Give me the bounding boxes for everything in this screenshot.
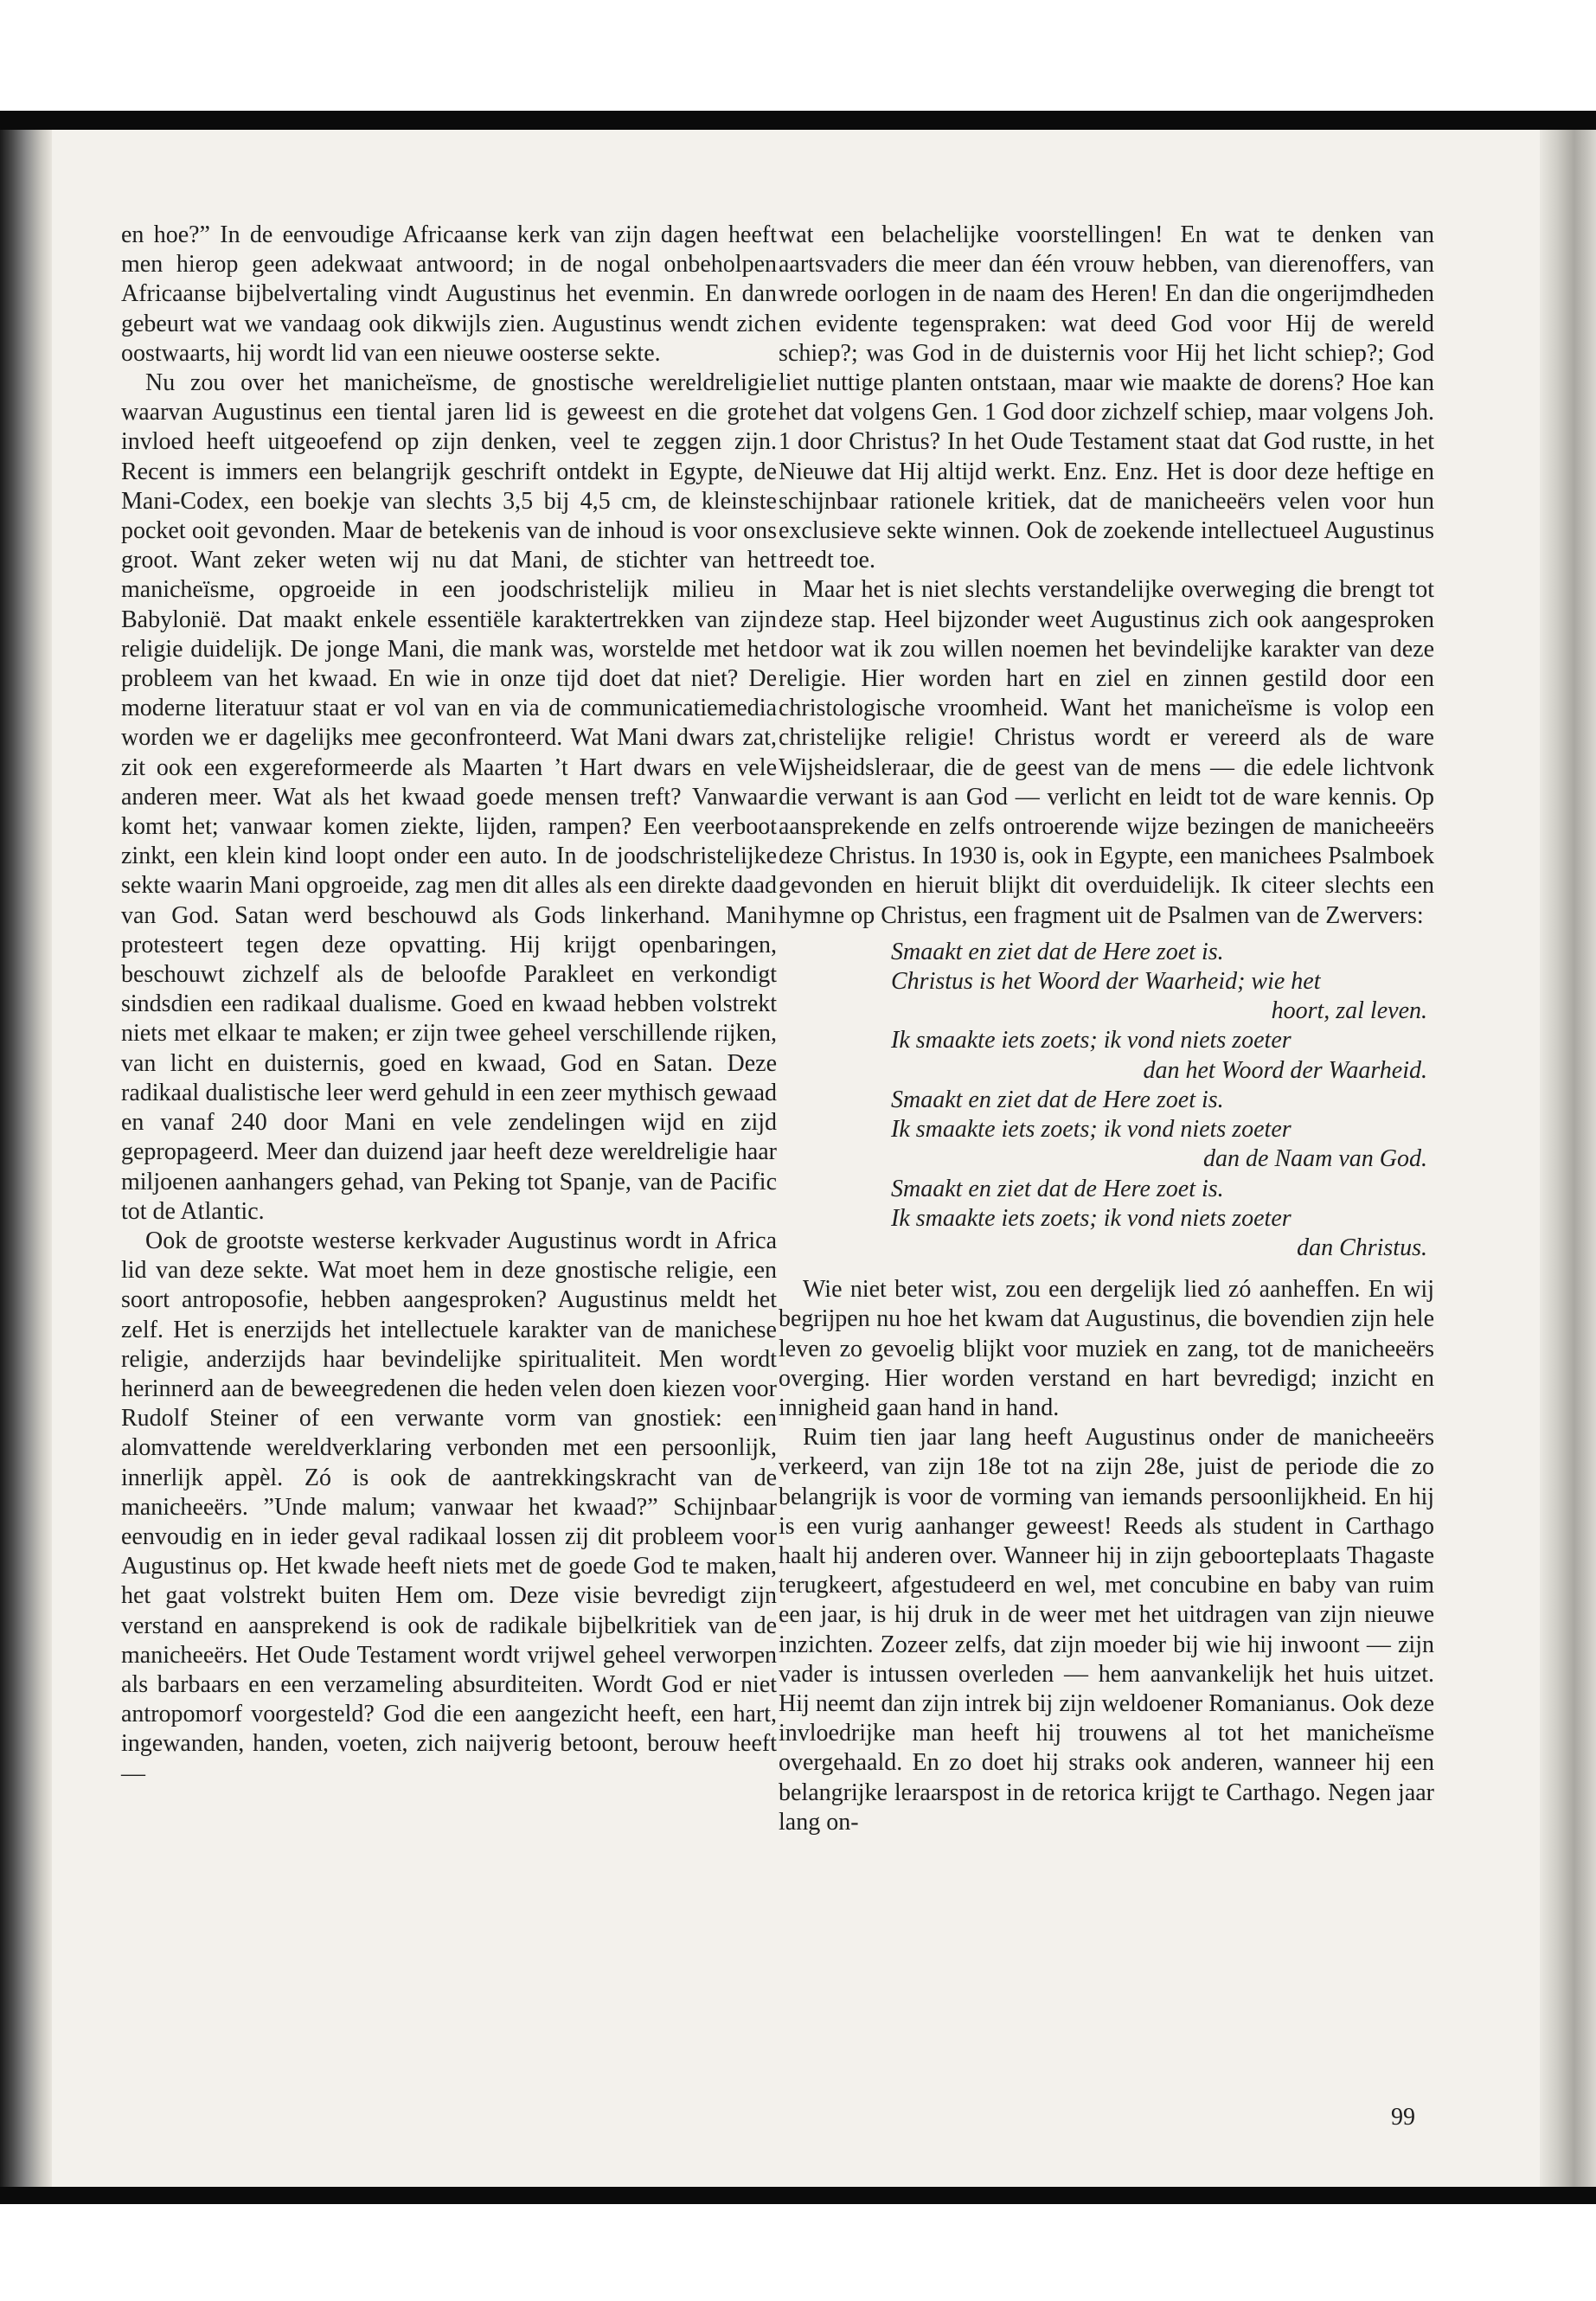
paragraph: Maar het is niet slechts verstandelijke overweging die brengt tot deze stap. Heel bijzonder weet Augustinus zich ook aangesproken door wat ik zou willen noemen het bevindelijke karakter van deze religie. Hier worden hart en ziel en zinnen gestild door een christologische vroomheid. Want het manicheïsme is volop een christelijke religie! Christus wordt er vereerd als de ware Wijsheidsleraar, die de geest van de mens — die edele lichtvonk die verwant is aan God — verlicht en leidt tot de ware kennis. Op aansprekende en zelfs ontroerende wijze bezingen de manicheeërs deze Christus. In 1930 is, ook in Egypte, een manichees Psalmboek gevonden en hieruit blijkt dit overduidelijk. Ik citeer slechts een hymne op Christus, een fragment uit de Psalmen van de Zwervers: <box>779 576 1434 929</box>
left-column <box>121 221 777 1789</box>
poem-line: Smaakt en ziet dat de Here zoet is. <box>891 1175 1224 1202</box>
poem-line: Ik smaakte iets zoets; ik vond niets zoeter <box>891 1116 1292 1144</box>
poem-line: Christus is het Woord der Waarheid; wie het <box>891 968 1321 996</box>
paragraph: en hoe?” In de eenvoudige Africaanse kerk van zijn dagen heeft men hierop geen adekwaat antwoord; in de nogal onbeholpen Africaanse bijbelvertaling vindt Augustinus het evenmin. En dan gebeurt wat we vandaag ook dikwijls zien. Augustinus wendt zich oostwaarts, hij wordt lid van een nieuwe oosterse sekte. <box>121 221 777 367</box>
poem-line: Smaakt en ziet dat de Here zoet is. <box>891 938 1224 965</box>
scan-margin-top <box>0 0 1596 112</box>
book-spine-shadow <box>0 130 52 2187</box>
poem-line: Ik smaakte iets zoets; ik vond niets zoeter <box>891 1027 1292 1054</box>
page-edge-right <box>1540 130 1596 2187</box>
paragraph: Nu zou over het manicheïsme, de gnostische wereldreligie waarvan Augustinus een tiental jaren lid is geweest en die grote invloed heeft uitgeoefend op zijn denken, veel te zeggen zijn. Recent is immers een belangrijk geschrift ontdekt in Egypte, de Mani-Codex, een boekje van slechts 3,5 bij 4,5 cm, de kleinste pocket ooit gevonden. Maar de betekenis van de inhoud is voor ons groot. Want zeker weten wij nu dat Mani, de stichter van het manicheïsme, opgroeide in een joodschristelijk milieu in Babylonië. Dat maakt enkele essentiële karaktertrekken van zijn religie duidelijk. De jonge Mani, die mank was, worstelde met het probleem van het kwaad. En wie in onze tijd doet dat niet? De moderne literatuur staat er vol van en via de communicatiemedia worden we er dagelijks mee geconfronteerd. Wat Mani dwars zat, zit ook een exgereformeerde als Maarten ’t Hart dwars en vele anderen meer. Wat als het kwaad goede mensen treft? Vanwaar komt het; vanwaar komen ziekte, lijden, rampen? Een veerboot zinkt, een klein kind loopt onder een auto. In de joodschristelijke sekte waarin Mani opgroeide, zag men dit alles als een direkte daad van God. Satan werd beschouwd als Gods linkerhand. Mani protesteert tegen deze opvatting. Hij krijgt openbaringen, beschouwt zichzelf als de beloofde Parakleet en verkondigt sindsdien een radikaal dualisme. Goed en kwaad hebben volstrekt niets met elkaar te maken; er zijn twee geheel verschillende rijken, van licht en duisternis, goed en kwaad, God en Satan. Deze radikaal dualistische leer werd gehuld in een zeer mythisch gewaad en vanaf 240 door Mani en vele zendelingen wijd en zijd gepropageerd. Meer dan duizend jaar heeft deze wereldreligie haar miljoenen aanhangers gehad, van Peking tot Spanje, van de Pacific tot de Atlantic. <box>121 369 777 1225</box>
paragraph: Wie niet beter wist, zou een dergelijk lied zó aanheffen. En wij begrijpen nu hoe het kwam dat Augustinus, die bovendien zijn hele leven zo gevoelig blijkt voor muziek en zang, tot de manicheeërs overging. Hier worden verstand en hart bevredigd; inzicht en innigheid gaan hand in hand. <box>779 1276 1434 1421</box>
right-column <box>779 221 1434 1837</box>
poem-line: dan het Woord der Waarheid. <box>1143 1056 1427 1084</box>
poem-line: Smaakt en ziet dat de Here zoet is. <box>891 1086 1224 1113</box>
poem-line: Ik smaakte iets zoets; ik vond niets zoeter <box>891 1204 1292 1232</box>
page-number: 99 <box>1391 2104 1415 2131</box>
paragraph: Ook de grootste westerse kerkvader Augustinus wordt in Africa lid van deze sekte. Wat moet hem in deze gnostische religie, een soort antroposofie, hebben aangesproken? Augustinus meldt het zelf. Het is enerzijds het intellectuele karakter van de manichese religie, anderzijds haar bevindelijke spiritualiteit. Men wordt herinnerd aan de beweegredenen die heden velen doen kiezen voor Rudolf Steiner of een verwante vorm van gnostiek: een alomvattende wereldverklaring verbonden met een persoonlijk, innerlijk appèl. Zó is ook de aantrekkingskracht van de manicheeërs. ”Unde malum; vanwaar het kwaad?” Schijnbaar eenvoudig en in ieder geval radikaal lossen zij dit probleem voor Augustinus op. Het kwade heeft niets met de goede God te maken, het gaat volstrekt buiten Hem om. Deze visie bevredigt zijn verstand en aansprekend is ook de radikale bijbelkritiek van de manicheeërs. Het Oude Testament wordt vrijwel geheel verworpen als barbaars en een verzameling absurditeiten. Wordt God er niet antropomorf voorgesteld? God die een aangezicht heeft, een hart, ingewanden, handen, voeten, zich naijverig betoont, berouw heeft — <box>121 1227 777 1787</box>
psalm-quote <box>779 938 1434 1263</box>
paragraph: Ruim tien jaar lang heeft Augustinus onder de manicheeërs verkeerd, van zijn 18e tot na zijn 28e, juist de periode die zo belangrijk is voor de vorming van iemands persoonlijkheid. En hij is een vurig aanhanger geweest! Reeds als student in Carthago haalt hij anderen over. Wanneer hij in zijn geboorteplaats Thagaste terugkeert, afgestudeerd en wel, met concubine en baby van ruim een jaar, is hij druk in de weer met het uitdragen van zijn nieuwe inzichten. Zozeer zelfs, dat zijn moeder bij wie hij inwoont — zijn vader is intussen overleden — hem aanvankelijk het huis uitzet. Hij neemt dan zijn intrek bij zijn weldoener Romanianus. Ook deze invloedrijke man heeft hij trouwens al tot het manicheïsme overgehaald. En zo doet hij straks ook anderen, wanneer hij een belangrijke leraarspost in de retorica krijgt te Carthago. Negen jaar lang on- <box>779 1424 1434 1836</box>
poem-line: hoort, zal leven. <box>1271 997 1427 1025</box>
scan-border-bottom <box>0 2187 1596 2204</box>
scan-border-top <box>0 111 1596 130</box>
poem-line: dan de Naam van God. <box>1203 1145 1427 1173</box>
poem-line: dan Christus. <box>1297 1234 1427 1261</box>
scan-margin-bottom <box>0 2204 1596 2301</box>
paragraph: wat een belachelijke voorstellingen! En wat te denken van aartsvaders die meer dan één vrouw hebben, van dierenoffers, van wrede oorlogen in de naam des Heren! En dan die ongerijmdheden en evidente tegenspraken: wat deed God voor Hij de wereld schiep?; was God in de duisternis voor Hij het licht schiep?; God liet nuttige planten ontstaan, maar wie maakte de dorens? Hoe kan het dat volgens Gen. 1 God door zichzelf schiep, maar volgens Joh. 1 door Christus? In het Oude Testament staat dat God rustte, in het Nieuwe dat Hij altijd werkt. Enz. Enz. Het is door deze heftige en schijnbaar rationele kritiek, dat de manicheeërs velen voor hun exclusieve sekte winnen. Ook de zoekende intellectueel Augustinus treedt toe. <box>779 221 1434 574</box>
